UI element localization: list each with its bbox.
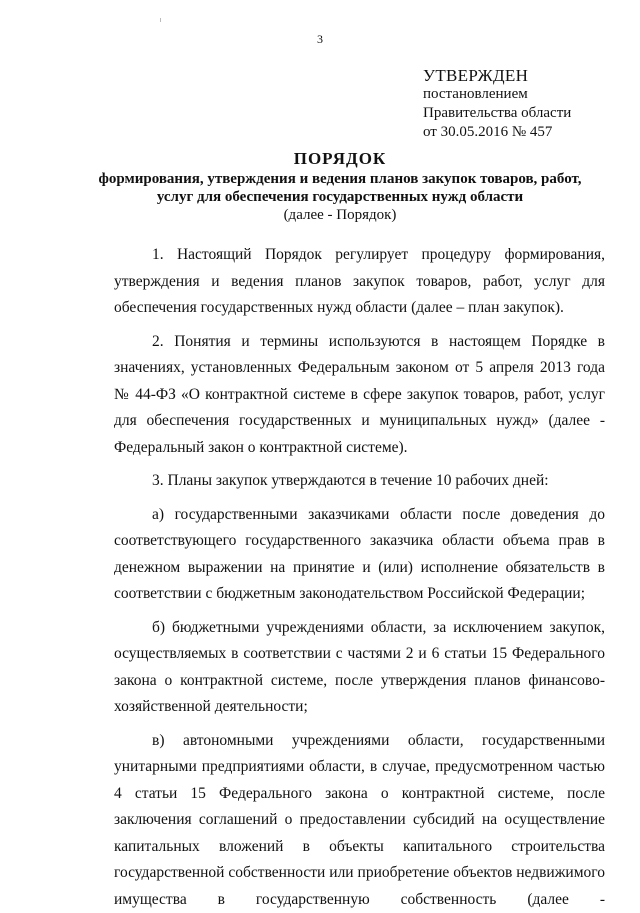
approval-line-2: Правительства области: [423, 104, 571, 123]
paragraph-3: 3. Планы закупок утверждаются в течение 10 рабочих дней:: [114, 468, 605, 495]
document-note: (далее - Порядок): [70, 206, 610, 225]
document-heading: [70, 148, 610, 225]
page-number: 3: [0, 32, 640, 47]
approval-line-1: постановлением: [423, 85, 571, 104]
scan-mark: [160, 18, 161, 22]
paragraph-2: 2. Понятия и термины используются в настоящем Порядке в значениях, установленных Федеральным законом от 5 апреля 2013 года № 44-ФЗ «О контрактной системе в сфере закупок товаров, работ, услуг для обеспечения государственных и муниципальных нужд» (далее - Федеральный закон о контрактной системе).: [114, 329, 605, 462]
document-subtitle-line-1: формирования, утверждения и ведения планов закупок товаров, работ,: [70, 170, 610, 188]
document-body: [114, 242, 605, 913]
paragraph-3c: в) автономными учреждениями области, государственными унитарными предприятиями области, в случае, предусмотренном частью 4 статьи 15 Федерального закона о контрактной системе, после заключения соглашений о предоставлении субсидий на осуществление капитальных вложений в объекты капитального строительства государственной собственности или приобретение объектов недвижимого имущества в государственную собственность (далее -: [114, 728, 605, 913]
document-title: ПОРЯДОК: [70, 148, 610, 170]
paragraph-3b: б) бюджетными учреждениями области, за исключением закупок, осуществляемых в соответствии с частями 2 и 6 статьи 15 Федерального закона о контрактной системе, после утверждения планов финансово-хозяйственной деятельности;: [114, 615, 605, 721]
paragraph-3a: а) государственными заказчиками области после доведения до соответствующего государственного заказчика области объема прав в денежном выражении на принятие и (или) исполнение обязательств в соответствии с бюджетным законодательством Российской Федерации;: [114, 502, 605, 608]
approval-stamp-block: [423, 66, 571, 142]
approval-line-3: от 30.05.2016 № 457: [423, 123, 571, 142]
document-subtitle-line-2: услуг для обеспечения государственных нужд области: [70, 188, 610, 206]
paragraph-1: 1. Настоящий Порядок регулирует процедуру формирования, утверждения и ведения планов закупок товаров, работ, услуг для обеспечения государственных нужд области (далее – план закупок).: [114, 242, 605, 322]
approval-title: УТВЕРЖДЕН: [423, 66, 571, 85]
